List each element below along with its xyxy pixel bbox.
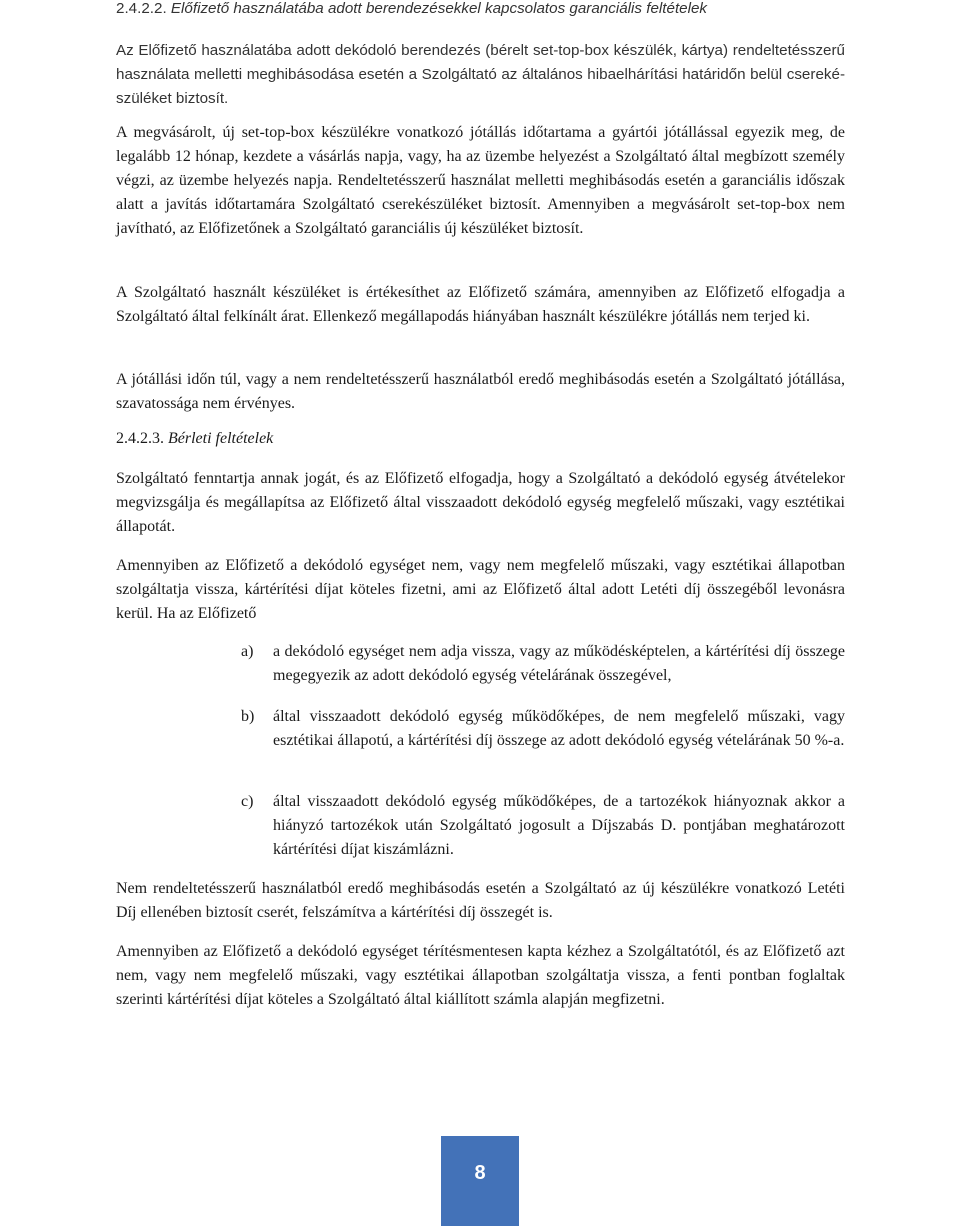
section-heading — [116, 0, 707, 21]
list-marker: a) — [241, 643, 254, 660]
paragraph-compensation-fee: Amennyiben az Előfizető a dekódoló egységet nem, vagy nem megfelelő műszaki, vagy esztétikai állapotban szolgáltatja vissza, kártérítési díjat köteles fizetni, ami az Előfizető által adott Letéti díj összegéből levonásra kerül. Ha az Előfizető — [116, 557, 845, 622]
list-item-text: a dekódoló egységet nem adja vissza, vagy az működésképtelen, a kártérítési díj összege megegyezik az adott dekódoló egység vételárának összegével, — [273, 643, 845, 684]
paragraph-leased-device-replacement: Az Előfizető használatába adott dekódoló berendezés (bérelt set-top-box készülék, kártya) rendeltetésszerű használata melletti meghibásodása esetén a Szolgáltató az általános hibaelhárítási határidőn belül cserekészüléket biztosít. — [116, 42, 845, 107]
subsection-heading — [116, 427, 845, 451]
subsection-heading-number: 2.4.2.3. — [116, 430, 164, 447]
paragraph-inspection-right: Szolgáltató fenntartja annak jogát, és az Előfizető elfogadja, hogy a Szolgáltató a dekódoló egység átvételekor megvizsgálja és megállapítsa az Előfizető által visszaadott dekódoló egység megfelelő műszaki, vagy esztétikai állapotát. — [116, 470, 845, 535]
subsection-heading-title: Bérleti feltételek — [168, 430, 274, 447]
section-heading-title: Előfizető használatába adott berendezésekkel kapcsolatos garanciális feltételek — [170, 0, 708, 17]
section-heading-number: 2.4.2.2. — [116, 0, 167, 17]
list-marker: b) — [241, 708, 255, 725]
paragraph-warranty-period: A megvásárolt, új set-top-box készülékre vonatkozó jótállás időtartama a gyártói jótállással egyezik meg, de legalább 12 hónap, kezdete a vásárlás napja, vagy, ha az üzembe helyezést a Szolgáltató által megbízott személy végzi, az üzembe helyezés napja. Rendeltetésszerű használat melletti meghibásodás esetén a garanciális időszak alatt a javítás időtartamára Szolgáltató cserekészüléket biztosít. Amennyiben a megvásárolt set-top-box nem javítható, az Előfizetőnek a Szolgáltató garanciális új készüléket biztosít. — [116, 124, 845, 237]
list-marker: c) — [241, 793, 254, 810]
page-number-badge — [441, 1136, 519, 1226]
list-item-text: által visszaadott dekódoló egység működőképes, de nem megfelelő műszaki, vagy esztétikai állapotú, a kártérítési díj összege az adott dekódoló egység vételárának 50 %-a. — [273, 708, 845, 749]
paragraph-used-devices: A Szolgáltató használt készüléket is értékesíthet az Előfizető számára, amennyiben az Előfizető elfogadja a Szolgáltató által felkínált árat. Ellenkező megállapodás hiányában használt készülékre jótállás nem terjed ki. — [116, 284, 845, 325]
page-number: 8 — [474, 1162, 486, 1184]
paragraph-free-device-return: Amennyiben az Előfizető a dekódoló egységet térítésmentesen kapta kézhez a Szolgáltatótól, és az Előfizető azt nem, vagy nem megfelelő műszaki, vagy esztétikai állapotban szolgáltatja vissza, a fenti pontban foglaltak szerinti kártérítési díjat köteles a Szolgáltató által kiállított számla alapján megfizetni. — [116, 943, 845, 1008]
paragraph-warranty-exclusion: A jótállási időn túl, vagy a nem rendeltetésszerű használatból eredő meghibásodás esetén a Szolgáltató jótállása, szavatossága nem érvényes. — [116, 371, 845, 412]
paragraph-misuse-replacement: Nem rendeltetésszerű használatból eredő meghibásodás esetén a Szolgáltató az új készülékre vonatkozó Letéti Díj ellenében biztosít cserét, felszámítva a kártérítési díj összegét is. — [116, 880, 845, 921]
list-item-text: által visszaadott dekódoló egység működőképes, de a tartozékok hiányoznak akkor a hiányzó tartozékok után Szolgáltató jogosult a Díjszabás D. pontjában meghatározott kártérítési díjat kiszámlázni. — [273, 793, 845, 858]
